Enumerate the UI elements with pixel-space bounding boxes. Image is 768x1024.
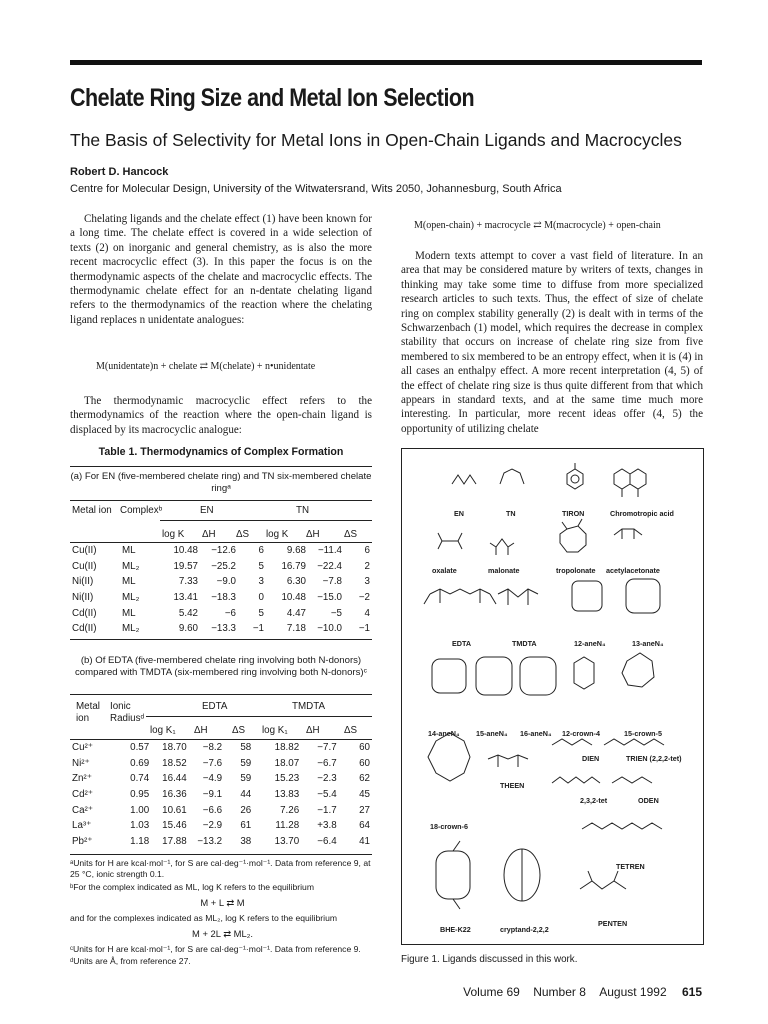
table-a-header-logk: log K [266,529,289,540]
ane12-structure [572,581,602,611]
label-12-crown-4: 12-crown-4 [562,729,600,738]
page-number: 615 [681,985,702,999]
table-cell: 7.33 [178,576,198,588]
article-subtitle: The Basis of Selectivity for Metal Ions in Open-Chain Ligands and Macrocycles [70,130,682,150]
cryptand-structure [504,849,540,901]
table-a-header-ds: ΔS [344,529,358,540]
table-cell: 16.79 [281,560,306,572]
table-cell: −13.2 [197,835,223,847]
table-cell: 6 [364,545,370,557]
table-a-header-complex: Complexᵇ [120,505,163,516]
table-cell: −15.0 [317,592,342,604]
table-b-header-logk1: log K₁ [150,725,176,736]
table-cell: −1 [358,623,370,635]
table-a-header-tn: TN [296,505,310,516]
table-cell: −6.7 [317,757,337,769]
label-tn: TN [506,509,516,518]
table-cell: 15.23 [274,773,300,785]
label-theen: THEEN [500,781,525,790]
table-b-caption: (b) Of EDTA (five-membered chelate ring involving both N-donors) compared with TMDTA (six-membered ring involving both N-donors)ᶜ [74,655,368,678]
page-footer [463,985,702,999]
table-row [70,771,372,787]
table-rule [146,716,372,717]
crown4-structure [574,657,594,689]
table-cell: −6.6 [202,804,223,816]
bhek22-structure [436,841,470,909]
ane16-structure [520,657,556,695]
paragraph-modern-texts: Modern texts attempt to cover a vast field of literature. In an area that may be considered mature by writers of texts, changes in thinking may take some time to diffuse from more specialized research articles to such texts. Thus, the effect of size of chelate ring on complex stability generally (2) is dealt with in terms of the Schwarzenbach (1) model, which requires the decrease in complex stability that occurs on increase of chelate ring size from five membered to six membered to be an entropy effect, when it is (4) in all cases an enthalpy effect. A more recent interpretation (4, 5) of the effect of chelate ring size is thus quite different from that which appears in standard texts, and at the same time much more interesting. In particular, more recent ideas offer (4, 5) the opportunity of utilizing chelate [401,250,703,435]
table-b-header-tmdta: TMDTA [292,701,326,712]
table-row [70,802,372,818]
table-cell: −6 [224,607,236,619]
theen-structure [488,755,528,767]
table-cell: 10.48 [173,545,198,557]
table-cell: Ni(II) [72,592,94,604]
footnote-eq-ml2: M + 2L ⇄ ML₂. [192,928,253,939]
table-cell: −12.6 [211,545,236,557]
tropolonate-structure [560,519,586,552]
table-cell: 58 [240,742,252,754]
equation-chelate: M(unidentate)n + chelate ⇄ M(chelate) + n•unidentate [96,361,316,372]
table-cell: 1.00 [130,804,150,816]
table-cell: 0 [258,592,264,604]
table-rule [70,639,372,640]
table-cell: 0.95 [130,789,150,801]
table-cell: 0.57 [130,742,150,754]
label-oxalate: oxalate [432,566,457,575]
tn-structure [500,469,524,484]
table-cell: 5 [258,560,264,572]
table-row [70,543,372,559]
table-cell: Cd(II) [72,623,97,635]
table-cell: 18.52 [162,757,187,769]
label-tmdta: TMDTA [512,639,537,648]
table-cell: −11.4 [317,545,342,557]
label-bhe-k22: BHE-K22 [440,925,471,934]
ane14-structure [432,659,466,693]
edta-structure [424,589,496,604]
table-cell: −22.4 [317,560,342,572]
table-cell: −7.7 [317,742,337,754]
label-acac: acetylacetonate [606,566,660,575]
table-cell: 1.18 [130,835,150,847]
table-cell: ML [122,545,136,557]
table-cell: 17.88 [162,835,187,847]
table-b-header-ds: ΔS [344,725,358,736]
table-cell: −8.2 [202,742,223,754]
table-cell: Ni(II) [72,576,94,588]
table-cell: −2 [358,592,370,604]
penten-structure [580,871,626,889]
table-cell: 7.18 [286,623,306,635]
table-cell: 15.46 [162,820,187,832]
ligand-structures [402,449,703,944]
table-cell: 11.28 [275,820,300,832]
table-row [70,818,372,834]
tetren-structure [582,823,662,829]
acac-structure [614,529,642,539]
label-18-crown-6: 18-crown-6 [430,822,468,831]
trien-structure [604,739,664,745]
label-15-anen4: 15-aneN₄ [476,729,508,738]
table-cell: −5 [330,607,342,619]
table-b-header-dh: ΔH [306,725,320,736]
figure-caption: Figure 1. Ligands discussed in this work. [401,954,578,965]
article-title: Chelate Ring Size and Metal Ion Selection [70,84,475,112]
table-cell: Ca²⁺ [72,804,93,816]
table-cell: −9.0 [216,576,236,588]
ane13-structure [626,579,660,613]
table-cell: ML₂ [122,592,140,604]
oxalate-structure [438,533,462,549]
table-rule [70,694,372,695]
table-a [70,543,372,637]
dien-structure [552,739,592,745]
table-cell: Pb²⁺ [72,835,93,847]
table-cell: 59 [240,757,252,769]
label-16-anen4: 16-aneN₄ [520,729,552,738]
footer-date: August 1992 [599,985,667,999]
table-row [70,605,372,621]
table-row [70,559,372,575]
table-b [70,740,372,849]
table-b-header-edta: EDTA [202,701,228,712]
oden-structure [612,777,652,783]
tet232-structure [552,777,600,783]
table-cell: 13.41 [173,592,198,604]
table-a-header-en: EN [200,505,214,516]
table-a-header-ds: ΔS [236,529,250,540]
table-cell: 4.47 [286,607,306,619]
label-15-crown-5: 15-crown-5 [624,729,662,738]
footnote-c: ᶜUnits for H are kcal·mol⁻¹, for S are cal·deg⁻¹·mol⁻¹. Data from reference 9. [70,944,361,954]
label-12-anen4: 12-aneN₄ [574,639,606,648]
table-cell: ML₂ [122,560,140,572]
table-cell: 3 [258,576,264,588]
label-en: EN [454,509,464,518]
crown6-structure [428,733,470,781]
table-cell: 5.42 [178,607,198,619]
tmdta-structure [498,589,538,605]
chromotropic-structure [614,469,646,497]
table-cell: 9.60 [178,623,198,635]
footnote-a: ᵃUnits for H are kcal·mol⁻¹, for S are cal·deg⁻¹·mol⁻¹. Data from reference 9, at 25 °C, ionic strength 0.1. [70,858,371,879]
table-cell: 18.70 [162,742,187,754]
table-cell: ML [122,576,136,588]
table-title: Table 1. Thermodynamics of Complex Formation [98,446,344,458]
footnote-b: ᵇFor the complex indicated as ML, log K refers to the equilibrium [70,882,314,892]
table-cell: −10.0 [317,623,342,635]
equation-macrocyclic: M(open-chain) + macrocycle ⇄ M(macrocycle) + open-chain [414,220,661,231]
label-penten: PENTEN [598,919,628,928]
label-tiron: TIRON [562,509,585,518]
label-edta: EDTA [452,639,472,648]
table-cell: Cu²⁺ [72,742,93,754]
table-cell: La³⁺ [72,820,92,832]
paragraph-intro: Chelating ligands and the chelate effect (1) have been known for a long time. The chelate effect is covered in a wide selection of texts (2) on inorganic and general chemistry, as is also the more recent macrocyclic effect (3). In this paper the focus is on the thermodynamic aspects of the chelate and macrocyclic effects. The thermodynamic chelate effect for an n-dentate chelating ligand refers to the thermodynamics of the reaction where the chelating ligand replaces n unidentate analogues: [70,213,372,326]
table-a-header-logk: log K [162,529,185,540]
table-b-header-dh: ΔH [194,725,208,736]
table-cell: −2.9 [202,820,223,832]
malonate-structure [490,539,514,555]
table-cell: 62 [359,773,370,785]
table-row [70,787,372,803]
table-rule [70,500,372,501]
table-cell: −7.6 [202,757,223,769]
top-rule [70,60,702,65]
table-cell: Cu(II) [72,560,97,572]
table-cell: −13.3 [211,623,236,635]
table-b-header-logk1: log K₁ [262,725,288,736]
table-row [70,756,372,772]
label-malonate: malonate [488,566,520,575]
footer-number: Number 8 [533,985,586,999]
table-cell: ML₂ [122,623,140,635]
table-cell: −4.9 [202,773,223,785]
footnote-eq-ml: M + L ⇄ M [200,897,245,908]
table-row [70,574,372,590]
table-row [70,590,372,606]
table-cell: 4 [364,607,370,619]
label-dien: DIEN [582,754,600,763]
table-cell: −9.1 [202,789,223,801]
table-cell: −5.4 [317,789,337,801]
table-cell: 59 [240,773,252,785]
table-cell: +3.8 [317,820,337,832]
label-cryptand: cryptand-2,2,2 [500,925,549,934]
table-cell: Cd²⁺ [72,789,93,801]
table-cell: −25.2 [211,560,236,572]
en-structure [452,475,476,484]
table-cell: Cd(II) [72,607,97,619]
table-cell: 41 [359,835,370,847]
label-chromotropic: Chromotropic acid [610,509,674,518]
table-cell: 44 [240,789,252,801]
table-cell: 1.03 [130,820,150,832]
table-cell: Zn²⁺ [72,773,92,785]
table-cell: 18.07 [274,757,300,769]
footnote-d: ᵈUnits are Å, from reference 27. [70,956,191,966]
label-trien: TRIEN (2,2,2-tet) [626,754,682,763]
table-cell: 9.68 [286,545,306,557]
table-cell: −1 [252,623,264,635]
table-cell: −7.8 [322,576,342,588]
table-cell: Cu(II) [72,545,97,557]
table-cell: 19.57 [173,560,198,572]
label-232-tet: 2,3,2-tet [580,796,608,805]
table-cell: −18.3 [211,592,236,604]
table-cell: 3 [364,576,370,588]
table-cell: 10.61 [162,804,187,816]
author-affiliation: Centre for Molecular Design, University of the Witwatersrand, Wits 2050, Johannesburg, South Africa [70,183,562,195]
table-cell: 16.36 [162,789,187,801]
ane15-structure [476,657,512,695]
table-cell: 13.70 [274,835,300,847]
table-b-header-ds: ΔS [232,725,246,736]
table-cell: −2.3 [317,773,337,785]
table-a-header-dh: ΔH [306,529,320,540]
label-14-anen4: 14-aneN₄ [428,729,460,738]
table-cell: −1.7 [317,804,337,816]
table-cell: 18.82 [274,742,300,754]
table-cell: 0.74 [130,773,150,785]
label-tropolonate: tropolonate [556,566,596,575]
table-cell: −6.4 [317,835,337,847]
table-cell: 13.83 [274,789,300,801]
author-name: Robert D. Hancock [70,166,169,178]
table-cell: 6 [258,545,264,557]
footnote-b-cont: and for the complexes indicated as ML₂, log K refers to the equilibrium [70,913,338,923]
table-cell: 2 [364,560,370,572]
table-rule [70,854,372,855]
table-cell: 45 [359,789,370,801]
figure-ligands [401,448,704,945]
table-cell: 7.26 [280,804,300,816]
paragraph-macrocyclic: The thermodynamic macrocyclic effect refers to the thermodynamics of the reaction where the open-chain ligand is displaced by its macrocyclic analogue: [70,395,372,436]
table-rule [70,466,372,467]
table-cell: 60 [359,757,370,769]
table-cell: 6.30 [286,576,306,588]
table-row [70,621,372,637]
table-a-header-metal: Metal ion [72,505,112,516]
tiron-structure [567,463,583,489]
table-cell: 16.44 [162,773,187,785]
table-cell: 61 [240,820,252,832]
table-b-header-radius: Ionic Radiusᵈ [110,701,145,724]
table-cell: 60 [359,742,370,754]
label-oden: ODEN [638,796,659,805]
crown5-structure [622,653,654,687]
footer-volume: Volume 69 [463,985,520,999]
table-row [70,740,372,756]
label-tetren: TETREN [616,862,645,871]
table-cell: 10.48 [281,592,306,604]
table-rule [160,520,372,521]
table-cell: 5 [258,607,264,619]
table-cell: 27 [359,804,370,816]
table-cell: 26 [240,804,252,816]
table-cell: 64 [359,820,370,832]
table-cell: 0.69 [130,757,150,769]
table-a-header-dh: ΔH [202,529,216,540]
table-cell: Ni²⁺ [72,757,90,769]
table-a-caption: (a) For EN (five-membered chelate ring) and TN six-membered chelate ringᵃ [70,471,372,494]
label-13-anen4: 13-aneN₄ [632,639,664,648]
table-b-header-metal: Metal ion [76,701,100,724]
table-cell: 38 [240,835,252,847]
table-cell: ML [122,607,136,619]
table-row [70,834,372,850]
